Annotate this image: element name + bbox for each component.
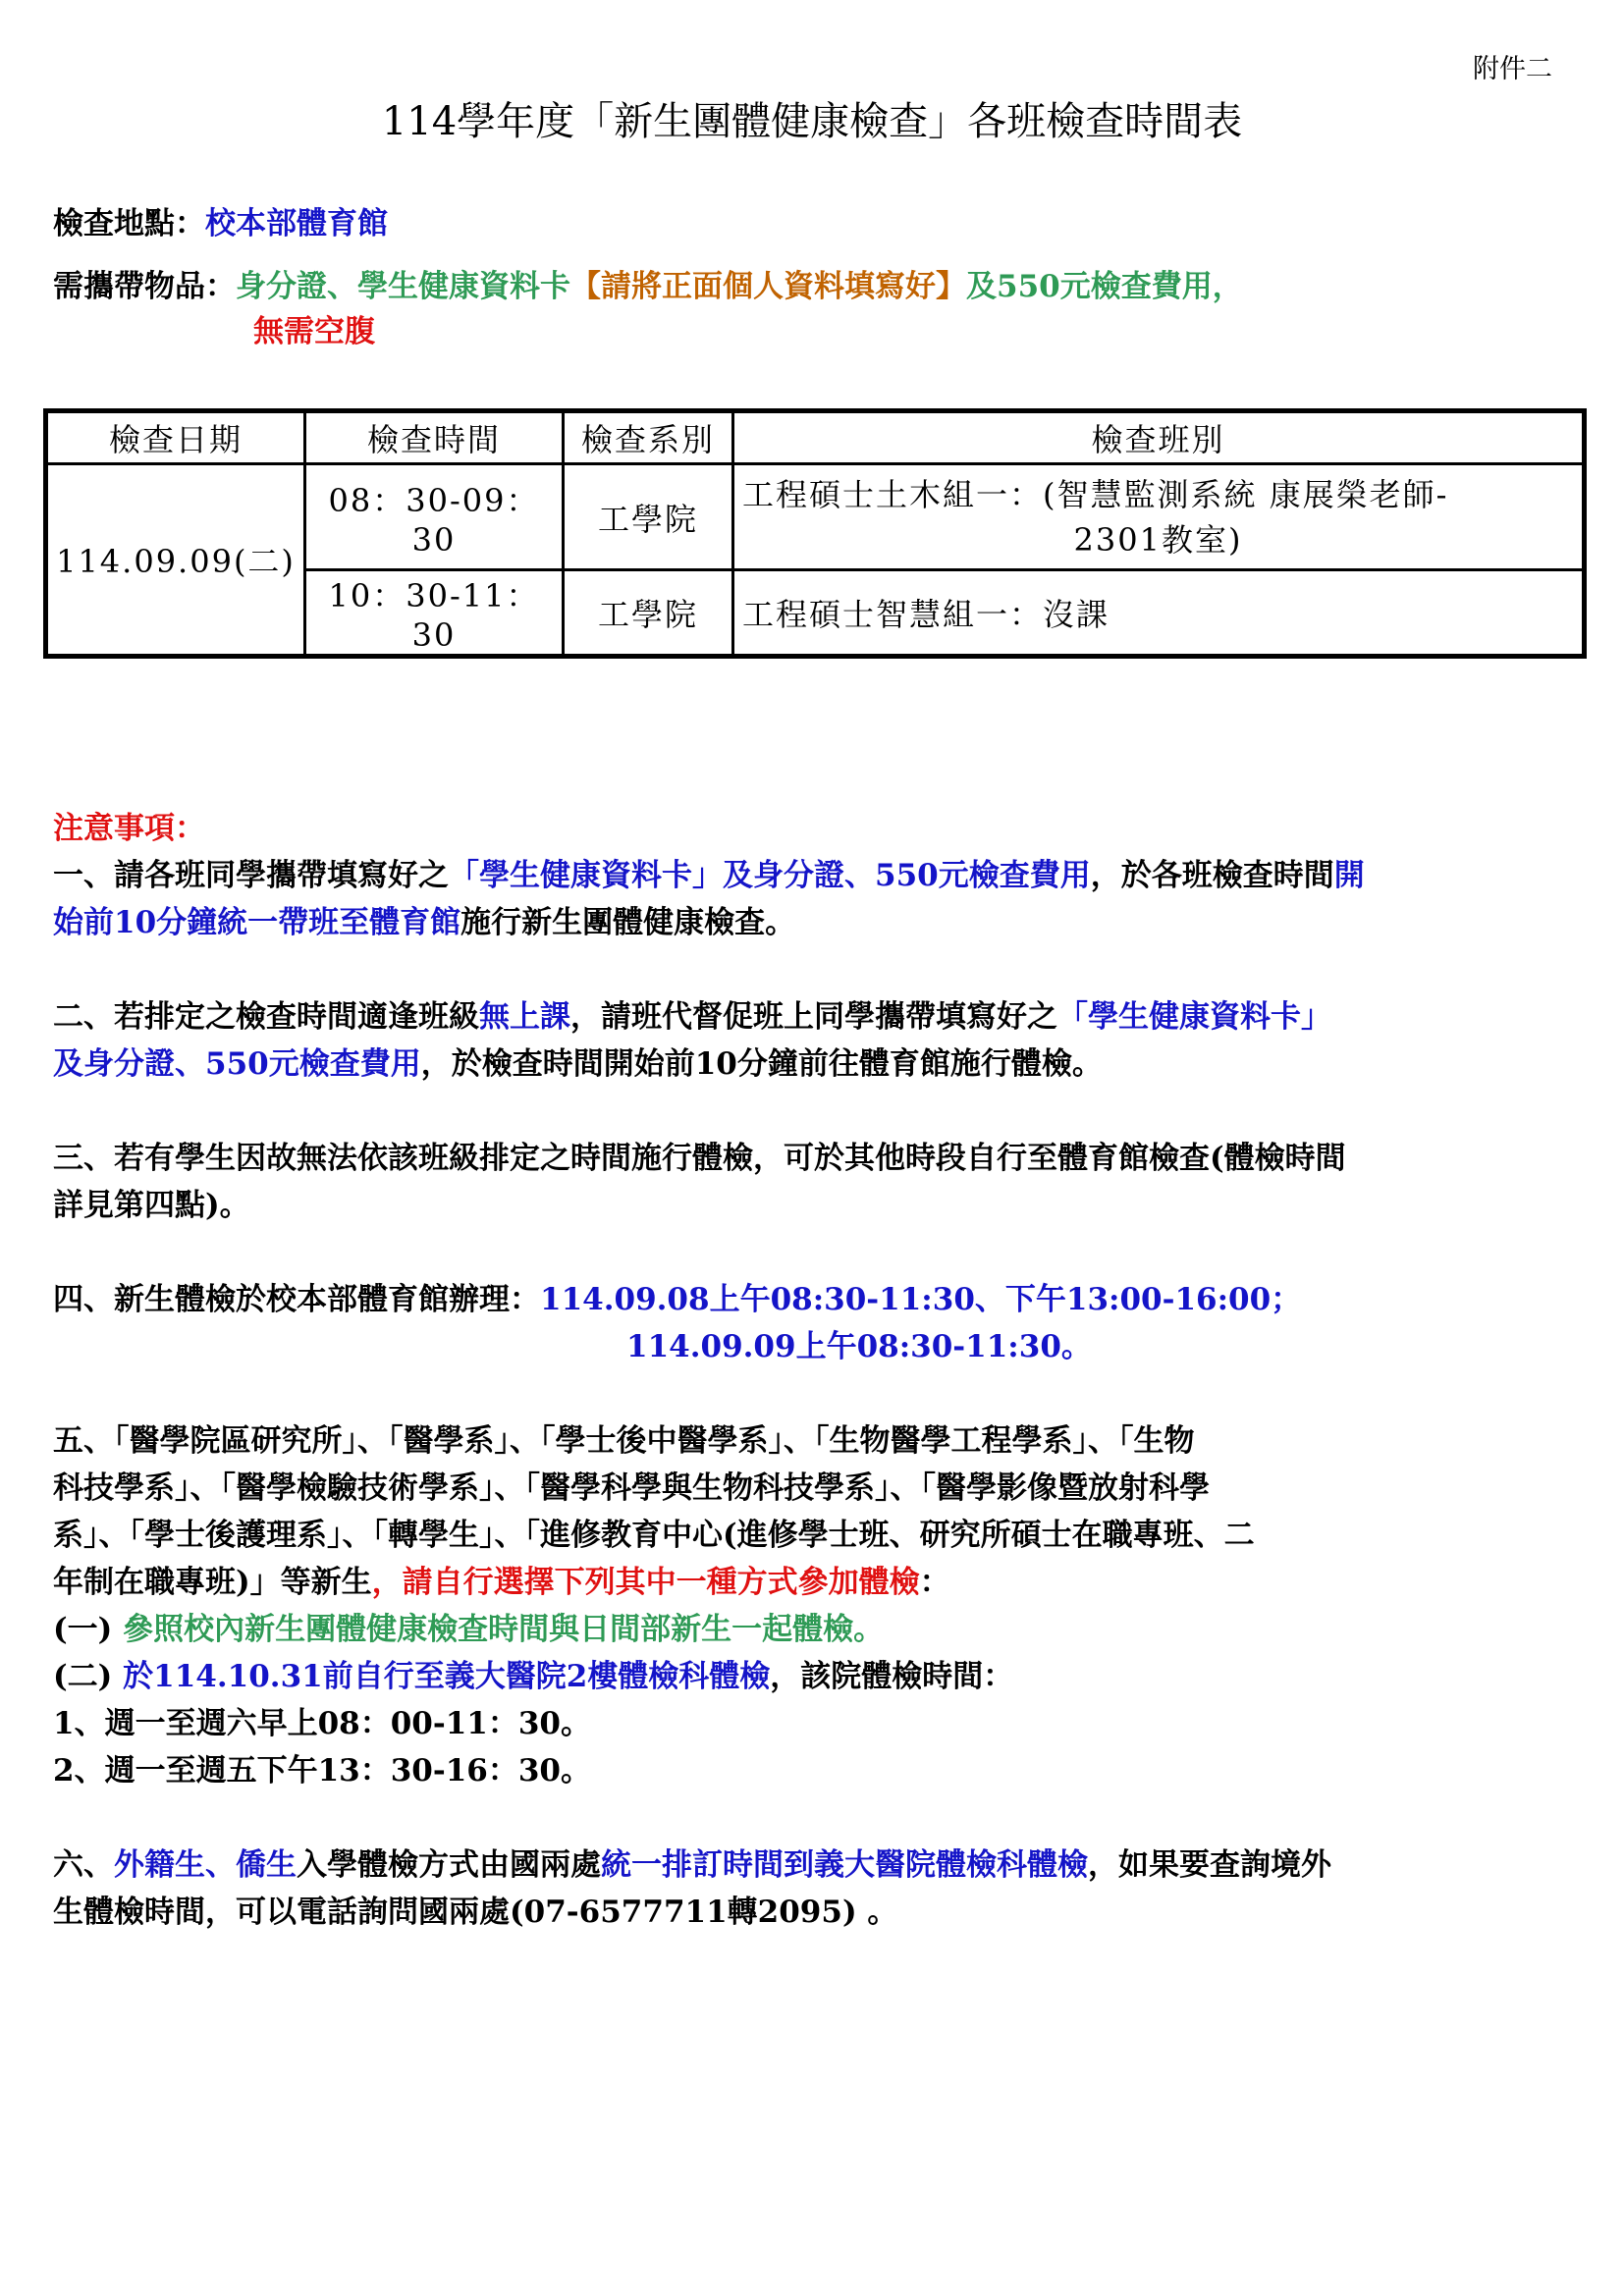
note-6 xyxy=(53,1842,1585,1889)
note-1-text-3: 施行新生團體健康檢查。 xyxy=(460,905,796,940)
note-1 xyxy=(53,852,1585,899)
note-5-schedule-1: 1、週一至週六早上08：00-11：30。 xyxy=(53,1706,591,1741)
cell-class xyxy=(733,464,1585,570)
header-time: 檢查時間 xyxy=(305,411,564,464)
note-5-line-1: 五、「醫學院區研究所」、「醫學系」、「學士後中醫學系」、「生物醫學工程學系」、「生物 xyxy=(53,1423,1195,1459)
note-6-text-2: ，如果要查詢境外 xyxy=(1088,1847,1331,1883)
note-2-text: 二、若排定之檢查時間適逢班級 xyxy=(53,999,479,1035)
cell-dept: 工學院 xyxy=(564,570,733,657)
notes-heading: 注意事項： xyxy=(53,811,205,846)
page-title: 114學年度「新生團體健康檢查」各班檢查時間表 xyxy=(381,99,1243,144)
note-2-cont xyxy=(53,1041,1585,1088)
no-fasting-note: 無需空腹 xyxy=(253,314,375,349)
option-2-text: 於114.10.31前自行至義大醫院2樓體檢科體檢 xyxy=(123,1659,771,1694)
items-fee: 及550元檢查費用， xyxy=(966,269,1243,304)
header-dept: 檢查系別 xyxy=(564,411,733,464)
cell-date: 114.09.09(二) xyxy=(46,464,305,657)
location-line xyxy=(53,198,388,242)
note-5-choose: ，請自行選擇下列其中一種方式參加體檢 xyxy=(371,1565,920,1600)
note-5-schedule-2: 2、週一至週五下午13：30-16：30。 xyxy=(53,1753,591,1789)
option-1-marker: (一) xyxy=(53,1612,124,1647)
note-5-line-2: 科技學系」、「醫學檢驗技術學系」、「醫學科學與生物科技學系」、「醫學影像暨放射科學 xyxy=(53,1470,1210,1506)
cell-class-line2: 2301教室) xyxy=(1073,520,1243,559)
note-1-cont xyxy=(53,899,1585,946)
note-5-option-1 xyxy=(53,1606,1585,1653)
note-5-colon: ： xyxy=(919,1565,950,1600)
note-4 xyxy=(53,1276,1585,1323)
note-4-date-2: 114.09.09上午08:30-11:30。 xyxy=(626,1329,1092,1364)
cell-class: 工程碩士智慧組一：沒課 xyxy=(733,570,1585,657)
note-2-card: 「學生健康資料卡」 xyxy=(1057,999,1331,1035)
note-1-card-fee: 「學生健康資料卡」及身分證、550元檢查費用 xyxy=(449,858,1091,893)
note-5-text: 年制在職專班)」等新生 xyxy=(53,1565,372,1600)
header-class: 檢查班別 xyxy=(733,411,1585,464)
note-5-line-3: 系」、「學士後護理系」、「轉學生」、「進修教育中心(進修學士班、研究所碩士在職專班、二 xyxy=(53,1518,1255,1553)
table-row xyxy=(46,464,1585,570)
note-2 xyxy=(53,993,1585,1041)
cell-class-line1: 工程碩士土木組一：(智慧監測系統 康展榮老師- xyxy=(742,475,1449,513)
items-label: 需攜帶物品： xyxy=(53,269,236,304)
note-5-option-2 xyxy=(53,1653,1585,1700)
annex-label: 附件二 xyxy=(1473,54,1552,84)
note-4-text: 四、新生體檢於校本部體育館辦理： xyxy=(53,1282,540,1317)
note-2-text-2: ，請班代督促班上同學攜帶填寫好之 xyxy=(570,999,1057,1035)
note-6-cont: 生體檢時間，可以電話詢問國兩處(07-6577711轉2095) 。 xyxy=(53,1895,898,1930)
cell-dept: 工學院 xyxy=(564,464,733,570)
header-date: 檢查日期 xyxy=(46,411,305,464)
note-4-date-1: 114.09.08上午08:30-11:30、下午13:00-16:00； xyxy=(540,1282,1302,1317)
items-fill-note: 【請將正面個人資料填寫好】 xyxy=(570,269,966,304)
note-5-line-4 xyxy=(53,1559,1585,1606)
location-value: 校本部體育館 xyxy=(205,206,388,241)
cell-time: 08：30-09：30 xyxy=(305,464,564,570)
table-header-row xyxy=(46,411,1585,464)
note-6-number: 六、 xyxy=(53,1847,114,1883)
note-1-text: 一、請各班同學攜帶填寫好之 xyxy=(53,858,449,893)
option-1-text: 參照校內新生團體健康檢查時間與日間部新生一起體檢。 xyxy=(123,1612,885,1647)
note-6-foreign: 外籍生、僑生 xyxy=(114,1847,297,1883)
note-1-gather: 始前10分鐘統一帶班至體育館 xyxy=(53,905,461,940)
items-line xyxy=(53,261,1243,305)
note-3-cont: 詳見第四點)。 xyxy=(53,1188,250,1223)
option-2-hours-label: ，該院體檢時間： xyxy=(770,1659,1014,1694)
note-2-fee: 及身分證、550元檢查費用 xyxy=(53,1046,421,1082)
note-6-text: 入學體檢方式由國兩處 xyxy=(297,1847,601,1883)
location-label: 檢查地點： xyxy=(53,206,205,241)
cell-time: 10：30-11：30 xyxy=(305,570,564,657)
note-6-arranged: 統一排訂時間到義大醫院體檢科體檢 xyxy=(601,1847,1088,1883)
note-3: 三、若有學生因故無法依該班級排定之時間施行體檢，可於其他時段自行至體育館檢查(體檢時間 xyxy=(53,1141,1346,1176)
note-1-text-2: ，於各班檢查時間 xyxy=(1090,858,1334,893)
note-1-start: 開 xyxy=(1333,858,1365,893)
schedule-table xyxy=(43,408,1587,659)
items-id-card: 身分證、學生健康資料卡 xyxy=(236,269,570,304)
note-2-no-class: 無上課 xyxy=(479,999,570,1035)
notes-section xyxy=(53,805,1585,1936)
note-2-text-3: ，於檢查時間開始前10分鐘前往體育館施行體檢。 xyxy=(420,1046,1103,1082)
option-2-marker: (二) xyxy=(53,1659,124,1694)
